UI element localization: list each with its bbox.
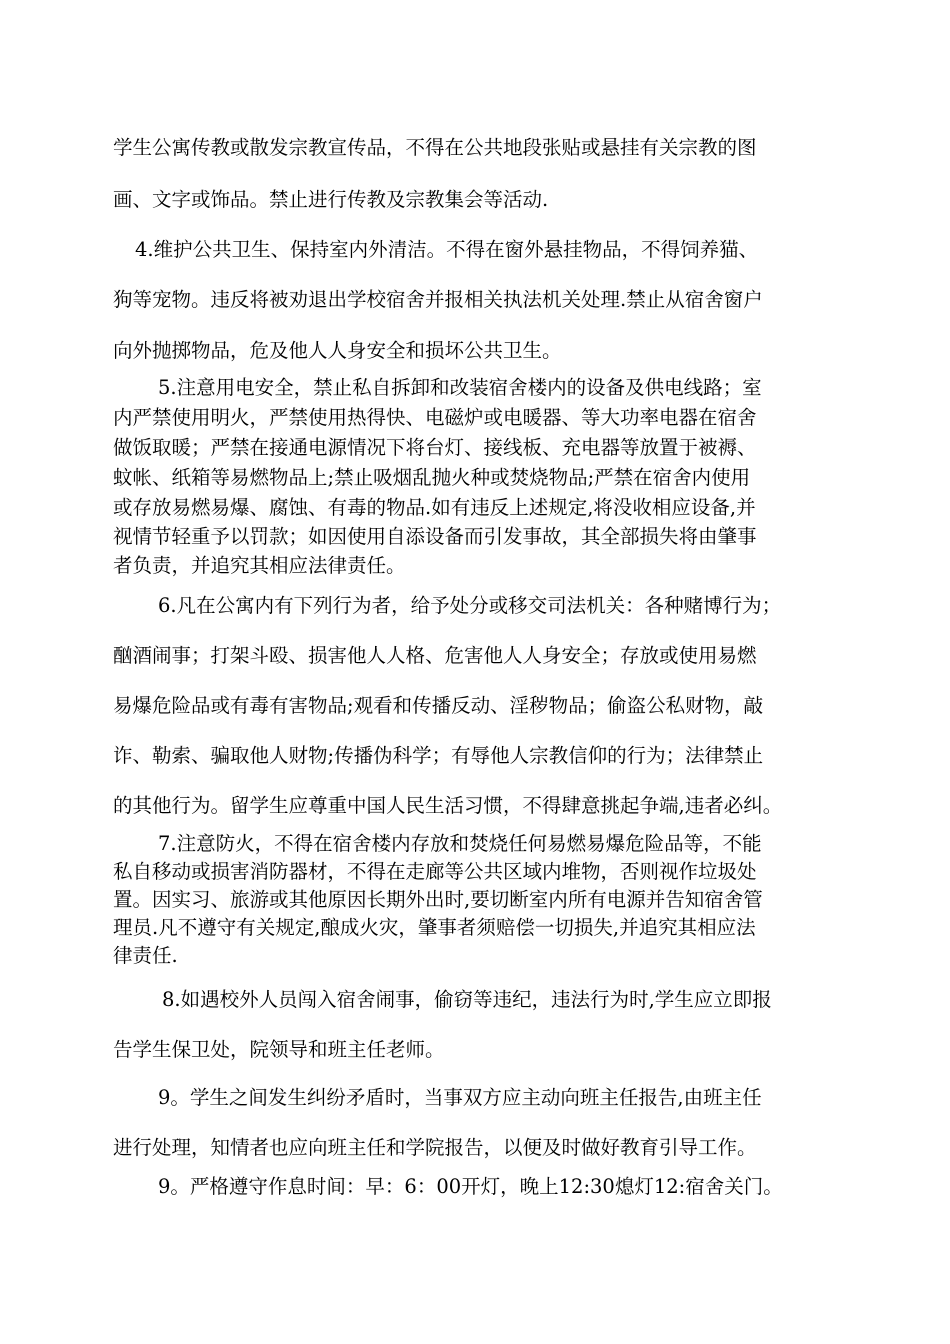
item-4-line: 狗等宠物。违反将被劝退出学校宿舍并报相关执法机关处理.禁止从宿舍窗户 <box>113 288 763 311</box>
item-5-line: 视情节轻重予以罚款；如因使用自添设备而引发事故，其全部损失将由肇事 <box>113 525 757 548</box>
item-5-line: 者负责，并追究其相应法律责任。 <box>113 554 406 577</box>
item-7-line: 律责任. <box>113 944 178 967</box>
item-6-line: 诈、勒索、骗取他人财物;传播伪科学；有辱他人宗教信仰的行为；法律禁止 <box>113 744 764 767</box>
item-5-line: 蚊帐、纸箱等易燃物品上;禁止吸烟乱抛火种或焚烧物品;严禁在宿舍内使用 <box>113 466 751 489</box>
item-5-line: 做饭取暖；严禁在接通电源情况下将台灯、接线板、充电器等放置于被褥、 <box>113 436 757 459</box>
item-5-line: 内严禁使用明火，严禁使用热得快、电磁炉或电暖器、等大功率电器在宿舍 <box>113 406 757 429</box>
item-6-line: 酗酒闹事；打架斗殴、损害他人人格、危害他人人身安全；存放或使用易燃 <box>113 644 757 667</box>
item-7-line: 7.注意防火，不得在宿舍楼内存放和焚烧任何易燃易爆危险品等，不能 <box>158 832 762 855</box>
item-8-line: 告学生保卫处，院领导和班主任老师。 <box>113 1038 445 1061</box>
item-7-line: 私自移动或损害消防器材，不得在走廊等公共区域内堆物，否则视作垃圾处 <box>113 860 757 883</box>
item-6-line: 6.凡在公寓内有下列行为者，给予处分或移交司法机关：各种赌博行为； <box>158 594 782 617</box>
item-9a-line: 9。学生之间发生纠纷矛盾时，当事双方应主动向班主任报告,由班主任 <box>158 1086 762 1109</box>
item-6-line: 的其他行为。留学生应尊重中国人民生活习惯，不得肆意挑起争端,违者必纠。 <box>113 794 783 817</box>
item-8-line: 8.如遇校外人员闯入宿舍闹事，偷窃等违纪，违法行为时,学生应立即报 <box>162 988 772 1011</box>
item-5-line: 或存放易燃易爆、腐蚀、有毒的物品.如有违反上述规定,将没收相应设备,并 <box>113 496 756 519</box>
paragraph-line: 画、文字或饰品。禁止进行传教及宗教集会等活动. <box>113 188 549 211</box>
item-9b-line: 9。严格遵守作息时间：早：6：00开灯，晚上12:30熄灯12:宿舍关门。 <box>158 1175 783 1198</box>
item-4-line: 向外抛掷物品，危及他人人身安全和损坏公共卫生。 <box>113 339 562 362</box>
item-9a-line: 进行处理，知情者也应向班主任和学院报告，以便及时做好教育引导工作。 <box>113 1136 757 1159</box>
item-7-line: 理员.凡不遵守有关规定,酿成火灾，肇事者须赔偿一切损失,并追究其相应法 <box>113 916 756 939</box>
item-4-line: 4.维护公共卫生、保持室内外清洁。不得在窗外悬挂物品，不得饲养猫、 <box>135 238 759 261</box>
item-5-line: 5.注意用电安全，禁止私自拆卸和改装宿舍楼内的设备及供电线路；室 <box>158 376 762 399</box>
item-7-line: 置。因实习、旅游或其他原因长期外出时,要切断室内所有电源并告知宿舍管 <box>113 888 763 911</box>
paragraph-line: 学生公寓传教或散发宗教宣传品，不得在公共地段张贴或悬挂有关宗教的图 <box>113 136 757 159</box>
item-6-line: 易爆危险品或有毒有害物品;观看和传播反动、淫秽物品；偷盗公私财物，敲 <box>113 694 764 717</box>
